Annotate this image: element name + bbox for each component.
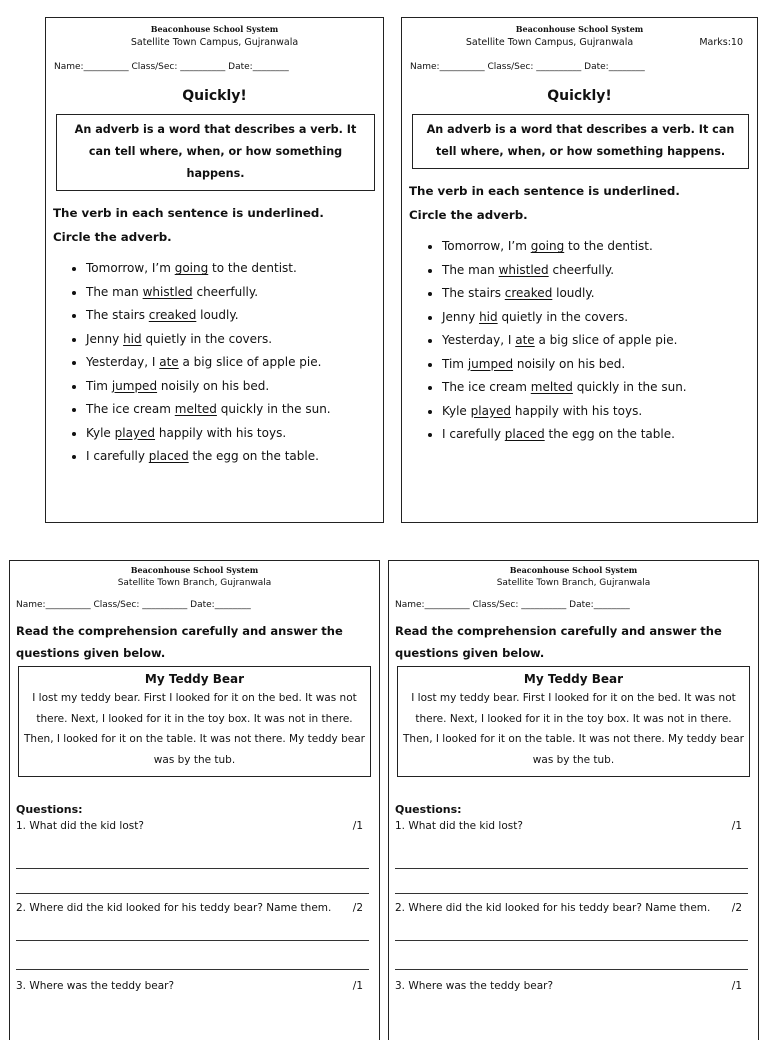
student-fields (389, 600, 758, 610)
campus-name: Satellite Town Campus, Gujranwala Marks:10 (465, 37, 743, 48)
underlined-verb: placed (504, 427, 545, 441)
list-item: • Tim jumped noisily on his bed. (86, 375, 383, 399)
school-name: Beaconhouse School System (515, 24, 644, 34)
underlined-verb: jumped (467, 356, 514, 371)
answer-line (16, 836, 369, 869)
underlined-verb: ate (515, 333, 535, 347)
underlined-verb: whistled (142, 284, 193, 299)
answer-line (395, 918, 748, 941)
list-item: • Kyle played happily with his toys. (86, 422, 383, 446)
list-item: • The stairs creaked loudly. (86, 304, 383, 328)
answer-line (395, 941, 748, 970)
campus-name: Satellite Town Campus, Gujranwala (130, 37, 299, 48)
worksheet-title: Quickly! (182, 88, 247, 104)
school-name: Beaconhouse School System (509, 565, 638, 575)
instruction: Read the comprehension carefully and answer the questions given below. (16, 624, 343, 660)
answer-line (395, 836, 748, 869)
answer-line (16, 918, 369, 941)
name-field: Name:__________ (395, 600, 470, 610)
school-name: Beaconhouse School System (130, 565, 259, 575)
underlined-verb: jumped (111, 378, 158, 393)
list-item: • Yesterday, I ate a big slice of apple pie. (442, 329, 757, 353)
answer-line (16, 941, 369, 970)
class-field: Class/Sec: __________ (93, 600, 188, 610)
underlined-verb: hid (123, 331, 142, 346)
adverb-worksheet-left (45, 17, 384, 523)
answer-line (395, 869, 748, 894)
question-1: 1. What did the kid lost? /1 (389, 816, 758, 836)
underlined-verb: played (470, 403, 512, 418)
student-fields (46, 62, 383, 72)
date-field: Date:________ (228, 62, 289, 72)
sentence-list (46, 257, 383, 469)
underlined-verb: melted (530, 380, 573, 394)
question-3: 3. Where was the teddy bear? /1 (389, 976, 758, 996)
class-field: Class/Sec: __________ (487, 62, 582, 72)
list-item: • I carefully placed the egg on the table. (86, 445, 383, 469)
school-name: Beaconhouse School System (150, 24, 279, 34)
name-field: Name:__________ (54, 62, 129, 72)
name-field: Name:__________ (410, 62, 485, 72)
underlined-verb: played (114, 425, 156, 440)
comprehension-worksheet-right (388, 560, 759, 1040)
student-fields (402, 62, 757, 72)
list-item: • The ice cream melted quickly in the sun. (442, 376, 757, 400)
worksheet-title: Quickly! (547, 88, 612, 104)
list-item: • Tomorrow, I’m going to the dentist. (86, 257, 383, 281)
list-item: • Tim jumped noisily on his bed. (442, 353, 757, 377)
list-item: • Yesterday, I ate a big slice of apple pie. (86, 351, 383, 375)
list-item: • The ice cream melted quickly in the sun. (86, 398, 383, 422)
question-mark: /1 (731, 820, 742, 832)
underlined-verb: creaked (504, 286, 553, 300)
list-item: • I carefully placed the egg on the table. (442, 423, 757, 447)
definition-box: An adverb is a word that describes a verb. It can tell where, when, or how something happens. (412, 114, 749, 169)
underlined-verb: hid (479, 309, 498, 324)
underlined-verb: ate (159, 355, 179, 369)
student-fields (10, 600, 379, 610)
underlined-verb: going (174, 261, 209, 275)
story-box (397, 666, 750, 777)
class-field: Class/Sec: __________ (131, 62, 226, 72)
underlined-verb: going (530, 239, 565, 253)
list-item: • The stairs creaked loudly. (442, 282, 757, 306)
question-3: 3. Where was the teddy bear? /1 (10, 976, 379, 996)
instruction: The verb in each sentence is underlined. Circle the adverb. (53, 206, 324, 244)
question-mark: /1 (352, 980, 363, 992)
question-mark: /1 (731, 980, 742, 992)
story-title: My Teddy Bear (144, 672, 245, 686)
underlined-verb: creaked (148, 308, 197, 322)
question-mark: /2 (352, 902, 363, 914)
underlined-verb: melted (174, 402, 217, 416)
sentence-list (402, 235, 757, 447)
campus-name: Satellite Town Branch, Gujranwala (117, 578, 272, 588)
date-field: Date:________ (584, 62, 645, 72)
definition-box: An adverb is a word that describes a verb. It can tell where, when, or how something happens. (56, 114, 375, 191)
list-item: • Kyle played happily with his toys. (442, 400, 757, 424)
story-box (18, 666, 371, 777)
underlined-verb: whistled (498, 262, 549, 277)
question-mark: /2 (731, 902, 742, 914)
marks-label: Marks:10 (699, 37, 743, 48)
date-field: Date:________ (190, 600, 251, 610)
questions-heading: Questions: (16, 803, 83, 816)
answer-line (16, 869, 369, 894)
question-2: 2. Where did the kid looked for his teddy bear? Name them. /2 (10, 898, 379, 918)
instruction: The verb in each sentence is underlined. Circle the adverb. (409, 184, 680, 222)
list-item: • The man whistled cheerfully. (442, 259, 757, 283)
comprehension-worksheet-left (9, 560, 380, 1040)
question-mark: /1 (352, 820, 363, 832)
underlined-verb: placed (148, 449, 189, 463)
questions-heading: Questions: (395, 803, 462, 816)
list-item: • Jenny hid quietly in the covers. (86, 328, 383, 352)
adverb-worksheet-right (401, 17, 758, 523)
list-item: • Tomorrow, I’m going to the dentist. (442, 235, 757, 259)
date-field: Date:________ (569, 600, 630, 610)
class-field: Class/Sec: __________ (472, 600, 567, 610)
list-item: • The man whistled cheerfully. (86, 281, 383, 305)
question-1: 1. What did the kid lost? /1 (10, 816, 379, 836)
question-2: 2. Where did the kid looked for his teddy bear? Name them. /2 (389, 898, 758, 918)
name-field: Name:__________ (16, 600, 91, 610)
campus-name: Satellite Town Branch, Gujranwala (496, 578, 651, 588)
story-title: My Teddy Bear (523, 672, 624, 686)
story-text: I lost my teddy bear. First I looked for it on the bed. It was not there. Next, I looked for it in the toy box. It was not in there. Then, I looked for it on the table. It was not there. My teddy bear was by the tub. (403, 692, 744, 766)
list-item: • Jenny hid quietly in the covers. (442, 306, 757, 330)
story-text: I lost my teddy bear. First I looked for it on the bed. It was not there. Next, I looked for it in the toy box. It was not in there. Then, I looked for it on the table. It was not there. My teddy bear was by the tub. (24, 692, 365, 766)
instruction: Read the comprehension carefully and answer the questions given below. (395, 624, 722, 660)
